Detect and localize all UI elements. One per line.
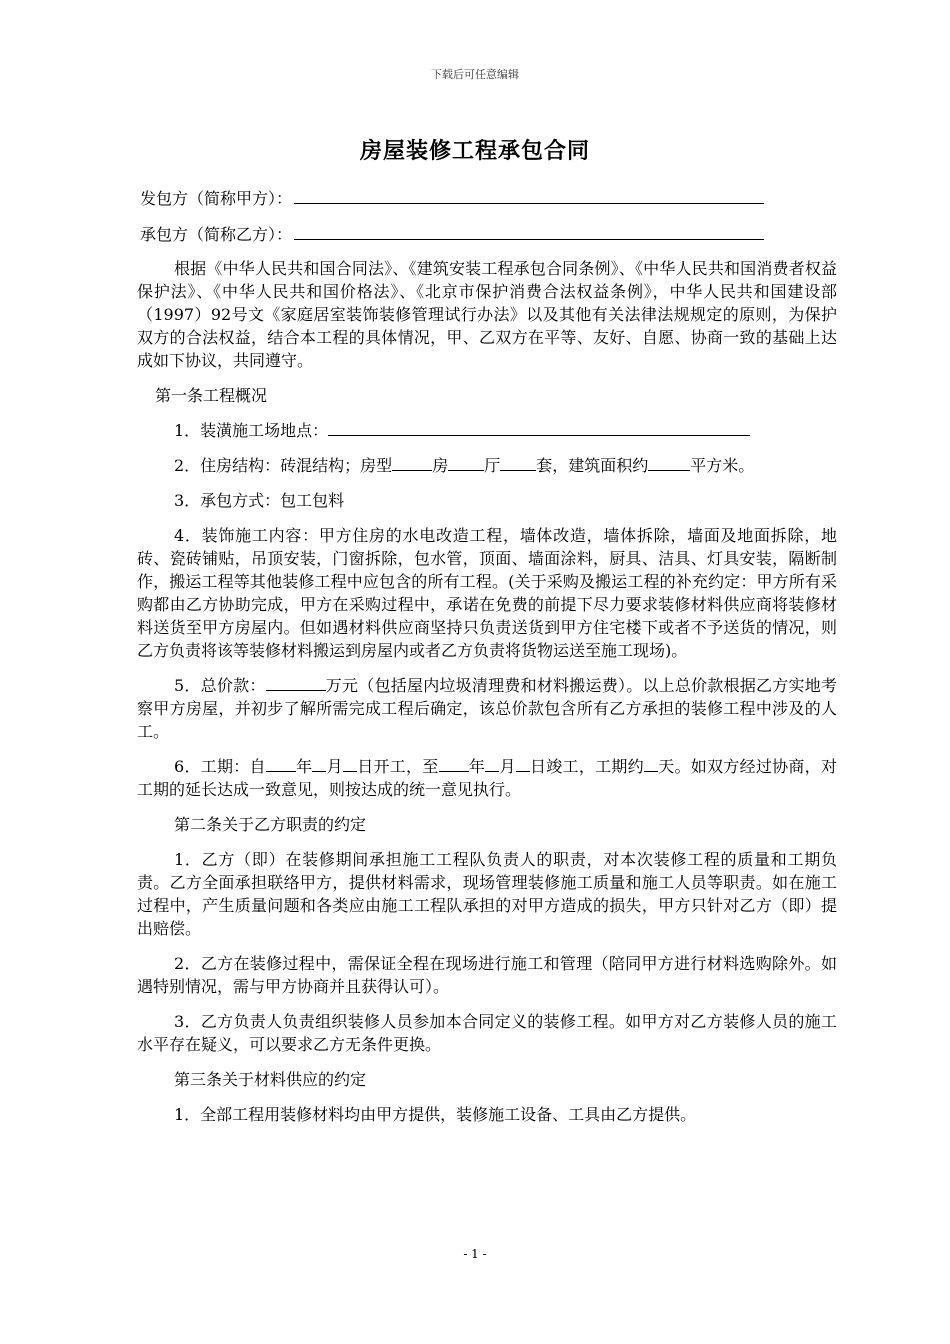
area-blank[interactable] xyxy=(648,454,690,471)
contract-body xyxy=(137,257,837,1126)
end-year-blank[interactable] xyxy=(439,755,469,772)
start-day-blank[interactable] xyxy=(343,755,357,772)
article3-item1: 1．全部工程用装修材料均由甲方提供，装修施工设备、工具由乙方提供。 xyxy=(174,1105,697,1124)
halls-unit: 厅 xyxy=(484,456,501,475)
start-year-blank[interactable] xyxy=(266,755,296,772)
article2-heading: 第二条关于乙方职责的约定 xyxy=(174,815,367,834)
article1-item5 xyxy=(137,674,837,743)
employer-line xyxy=(140,187,764,211)
employer-label: 发包方（简称甲方）： xyxy=(140,189,293,208)
suites-blank[interactable] xyxy=(500,454,536,471)
article1-item4: 4．装饰施工内容：甲方住房的水电改造工程，墙体改造，墙体拆除，墙面及地面拆除，地砖、瓷砖铺贴，吊顶安装，门窗拆除，包水管，顶面、墙面涂料，厨具、洁具、灯具安装，隔断制作，搬运工程等其他装修工程中应包含的所有工程。(关于采购及搬运工程的补充约定：甲方所有采购都由乙方协助完成，甲方在采购过程中，承诺在免费的前提下尽力要求装修材料供应商将装修材料送货至甲方房屋内。但如遇材料供应商坚持只负责送货到甲方住宅楼下或者不予送货的情况，则乙方负责将该等装修材料搬运到房屋内或者乙方负责将货物运送至施工现场)。 xyxy=(137,526,837,660)
site-blank[interactable] xyxy=(328,419,750,436)
price-text: 万元（包括屋内垃圾清理费和材料搬运费）。以上总价款根据乙方实地考察甲方房屋，并初步了解所需完成工程后确定，该总价款包含所有乙方承担的装修工程中涉及的人工。 xyxy=(137,676,837,741)
end-year-unit: 年 xyxy=(468,757,486,776)
start-month-blank[interactable] xyxy=(312,755,326,772)
article1-item1 xyxy=(137,419,837,442)
document-title: 房屋装修工程承包合同 xyxy=(359,139,590,164)
article1-item2 xyxy=(137,454,837,477)
rooms-unit: 房 xyxy=(432,456,449,475)
period-label: 6．工期：自 xyxy=(174,757,266,776)
employer-blank[interactable] xyxy=(294,187,764,204)
days-blank[interactable] xyxy=(644,755,658,772)
start-text: 日开工，至 xyxy=(356,757,439,776)
price-blank[interactable] xyxy=(266,674,326,691)
contractor-label: 承包方（简称乙方）： xyxy=(140,225,293,244)
article1-item6 xyxy=(137,755,837,801)
article2-item3: 3．乙方负责人负责组织装修人员参加本合同定义的装修工程。如甲方对乙方装修人员的施工水平存在疑义，可以要求乙方无条件更换。 xyxy=(137,1012,837,1054)
period-tail: 天。如双方经过协商，对工期的延长达成一致意见，则按达成的统一意见执行。 xyxy=(137,757,837,799)
price-label: 5．总价款： xyxy=(174,676,266,695)
end-month-blank[interactable] xyxy=(485,755,499,772)
area-text: 套，建筑面积约 xyxy=(536,456,649,475)
end-text: 日竣工，工期约 xyxy=(529,757,644,776)
contractor-blank[interactable] xyxy=(294,223,764,240)
area-unit: 平方米。 xyxy=(690,456,755,475)
page-number: - 1 - xyxy=(463,1247,487,1261)
preamble-paragraph: 根据《中华人民共和国合同法》、《建筑安装工程承包合同条例》、《中华人民共和国消费者权益保护法》、《中华人民共和国价格法》、《北京市保护消费合法权益条例》，中华人民共和国建设部（1997）92号文《家庭居室装饰装修管理试行办法》以及其他有关法律法规规定的原则，为保护双方的合法权益，结合本工程的具体情况，甲、乙双方在平等、友好、自愿、协商一致的基础上达成如下协议，共同遵守。 xyxy=(137,259,837,370)
structure-text: 2．住房结构：砖混结构；房型 xyxy=(174,456,393,475)
header-note: 下载后可任意编辑 xyxy=(431,68,519,81)
end-day-blank[interactable] xyxy=(516,755,530,772)
contractor-line xyxy=(140,223,764,247)
article2-item2: 2．乙方在装修过程中，需保证全程在现场进行施工和管理（陪同甲方进行材料选购除外。如遇特别情况，需与甲方协商并且获得认可）。 xyxy=(137,954,837,996)
article1-item3: 3．承包方式：包工包料 xyxy=(174,491,345,510)
month-unit: 月 xyxy=(326,757,343,776)
rooms-blank[interactable] xyxy=(392,454,432,471)
article3-heading: 第三条关于材料供应的约定 xyxy=(174,1070,367,1089)
halls-blank[interactable] xyxy=(448,454,484,471)
site-label: 1．装潢施工场地点： xyxy=(174,421,329,440)
year-unit: 年 xyxy=(295,757,313,776)
article1-heading: 第一条工程概况 xyxy=(155,386,268,405)
article2-item1: 1．乙方（即）在装修期间承担施工工程队负责人的职责，对本次装修工程的质量和工期负责。乙方全面承担联络甲方，提供材料需求，现场管理装修施工质量和施工人员等职责。如在施工过程中，产生质量问题和各类应由施工工程队承担的对甲方造成的损失，甲方只针对乙方（即）提出赔偿。 xyxy=(137,850,837,938)
end-month-unit: 月 xyxy=(499,757,516,776)
